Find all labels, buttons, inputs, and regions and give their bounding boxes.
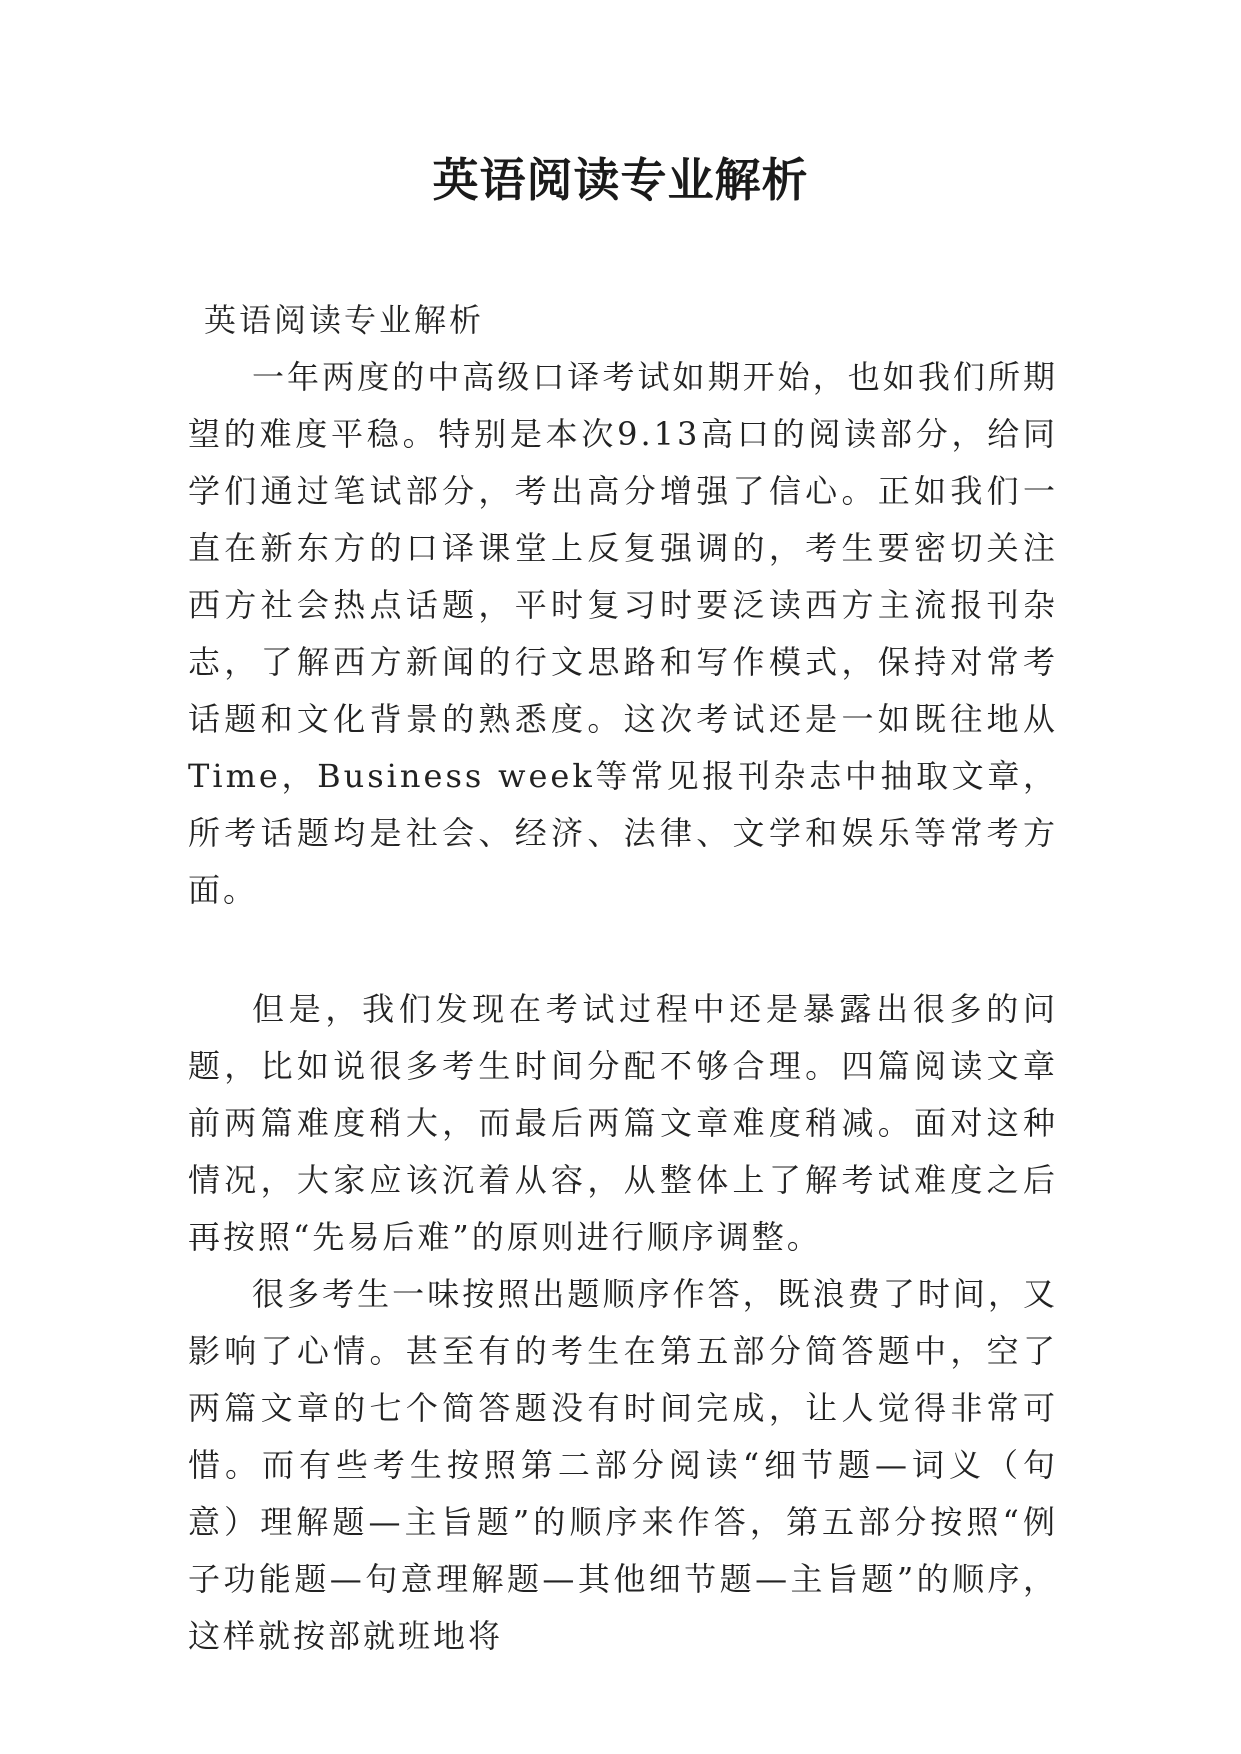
paragraph: 但是，我们发现在考试过程中还是暴露出很多的问题，比如说很多考生时间分配不够合理。四篇阅读文章前两篇难度稍大，而最后两篇文章难度稍减。面对这种情况，大家应该沉着从容，从整体上了解考试难度之后再按照“先易后难”的原则进行顺序调整。: [188, 990, 1058, 1256]
paragraph: 很多考生一味按照出题顺序作答，既浪费了时间，又影响了心情。甚至有的考生在第五部分简答题中，空了两篇文章的七个简答题没有时间完成，让人觉得非常可惜。而有些考生按照第二部分阅读“细节题—词义（句意）理解题—主旨题”的顺序来作答，第五部分按照“例子功能题—句意理解题—其他细节题—主旨题”的顺序，这样就按部就班地将: [188, 1275, 1058, 1655]
document-subtitle: 英语阅读专业解析: [204, 301, 485, 339]
paragraph: 一年两度的中高级口译考试如期开始，也如我们所期望的难度平稳。特别是本次9.13高口的阅读部分，给同学们通过笔试部分，考出高分增强了信心。正如我们一直在新东方的口译课堂上反复强调的，考生要密切关注西方社会热点话题，平时复习时要泛读西方主流报刊杂志，了解西方新闻的行文思路和写作模式，保持对常考话题和文化背景的熟悉度。这次考试还是一如既往地从Time，Business week等常见报刊杂志中抽取文章，所考话题均是社会、经济、法律、文学和娱乐等常考方面。: [188, 358, 1058, 909]
document-title: 英语阅读专业解析: [432, 153, 809, 207]
document-body: [188, 292, 1058, 1665]
paragraph-spacer: [188, 919, 1058, 981]
